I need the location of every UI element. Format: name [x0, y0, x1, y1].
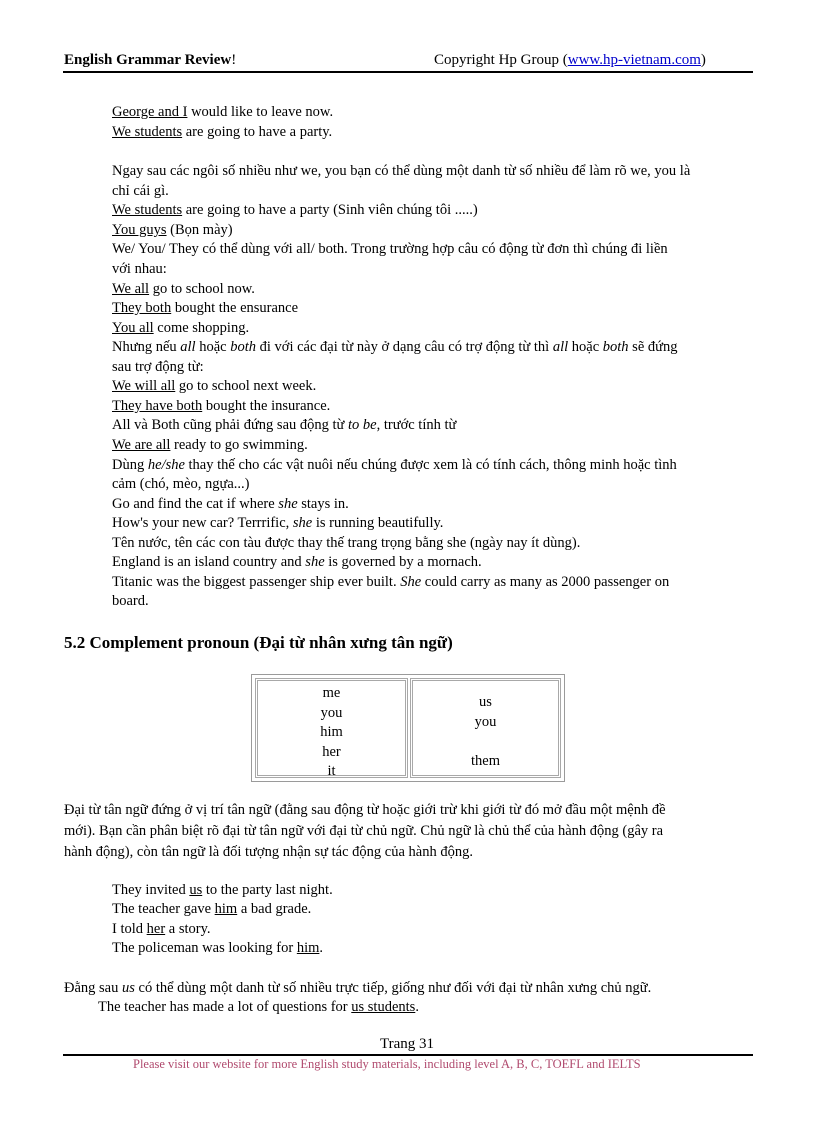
spacer	[413, 732, 558, 752]
paragraph-line: Ngay sau các ngôi số nhiều như we, you bạn có thể dùng một danh từ số nhiều để làm rõ we, you là	[112, 163, 691, 179]
pronoun: you	[320, 704, 343, 721]
header-rule	[63, 71, 753, 73]
example-line: They both bought the ensurance	[112, 300, 299, 316]
example-line: Go and find the cat if where she stays in.	[112, 496, 349, 512]
paragraph-line: Tên nước, tên các con tàu được thay thế trang trọng bằng she (ngày nay ít dùng).	[112, 535, 581, 551]
example-line: They invited us to the party last night.	[112, 882, 333, 898]
pronoun: you	[474, 713, 497, 730]
section-heading: 5.2 Complement pronoun (Đại từ nhân xưng tân ngữ)	[64, 633, 453, 652]
footer-note: Please visit our website for more English study materials, including level A, B, C, TOEFL and IELTS	[133, 1057, 641, 1071]
example-line: We all go to school now.	[112, 281, 255, 297]
example-line: How's your new car? Terrrific, she is running beautifully.	[112, 515, 444, 531]
paragraph-line: hành động), còn tân ngữ là đối tượng nhận sự tác động của hành động.	[64, 844, 473, 860]
example-line: We students are going to have a party (Sinh viên chúng tôi .....)	[112, 202, 478, 218]
paragraph-line: sau trợ động từ:	[112, 359, 204, 375]
page-number: Trang 31	[380, 1036, 435, 1052]
paragraph-line: Nhưng nếu all hoặc both đi với các đại từ này ở dạng câu có trợ động từ thì all hoặc both sẽ đứng	[112, 339, 678, 355]
example-line: We are all ready to go swimming.	[112, 437, 308, 453]
example-line: board.	[112, 593, 149, 609]
singular-cell	[255, 678, 408, 778]
plural-cell	[410, 678, 561, 778]
pronoun: them	[471, 752, 500, 769]
pronoun-table	[251, 674, 565, 782]
footer-rule	[63, 1054, 753, 1056]
header-title: English Grammar Review!	[64, 52, 237, 68]
paragraph-line: cảm (chó, mèo, ngựa...)	[112, 476, 250, 492]
pronoun: us	[479, 694, 492, 710]
pronoun: me	[322, 685, 341, 701]
header-copyright: Copyright Hp Group (www.hp-vietnam.com)	[434, 52, 706, 68]
example-line: The teacher has made a lot of questions for us students.	[98, 999, 419, 1015]
example-line: You all come shopping.	[112, 320, 250, 336]
paragraph-line: All và Both cũng phải đứng sau động từ to be, trước tính từ	[112, 417, 457, 433]
example-line: They have both bought the insurance.	[112, 398, 331, 414]
example-line: George and I would like to leave now.	[112, 104, 334, 120]
paragraph-line: Đằng sau us có thể dùng một danh từ số nhiều trực tiếp, giống như đối với đại từ nhân xưng chủ ngữ.	[64, 980, 652, 996]
example-line: I told her a story.	[112, 921, 211, 937]
paragraph-line: Dùng he/she thay thế cho các vật nuôi nếu chúng được xem là có tính cách, thông minh hoặc tình	[112, 457, 677, 473]
website-link[interactable]: www.hp-vietnam.com	[567, 52, 701, 68]
example-line: The teacher gave him a bad grade.	[112, 901, 312, 917]
pronoun: her	[322, 743, 341, 760]
example-line: We students are going to have a party.	[112, 124, 333, 140]
paragraph-line: với nhau:	[112, 261, 167, 277]
pronoun: him	[320, 724, 343, 740]
pronoun: it	[327, 763, 336, 779]
paragraph-line: mới). Bạn cần phân biệt rõ đại từ tân ngữ với đại từ chủ ngữ. Chủ ngữ là chủ thể của hành động (gây ra	[64, 823, 664, 839]
paragraph-line: Đại từ tân ngữ đứng ở vị trí tân ngữ (đằng sau động từ hoặc giới trừ khi giới từ đó mở đầu một mệnh đề	[64, 802, 666, 818]
example-line: You guys (Bọn mày)	[112, 222, 233, 238]
paragraph-line: We/ You/ They có thể dùng với all/ both. Trong trường hợp câu có động từ đơn thì chúng đi liền	[112, 241, 668, 257]
example-line: The policeman was looking for him.	[112, 940, 324, 956]
example-line: We will all go to school next week.	[112, 378, 317, 394]
paragraph-line: chỉ cái gì.	[112, 183, 169, 199]
example-line: Titanic was the biggest passenger ship ever built. She could carry as many as 2000 passenger on	[112, 574, 670, 590]
example-line: England is an island country and she is governed by a mornach.	[112, 554, 482, 570]
